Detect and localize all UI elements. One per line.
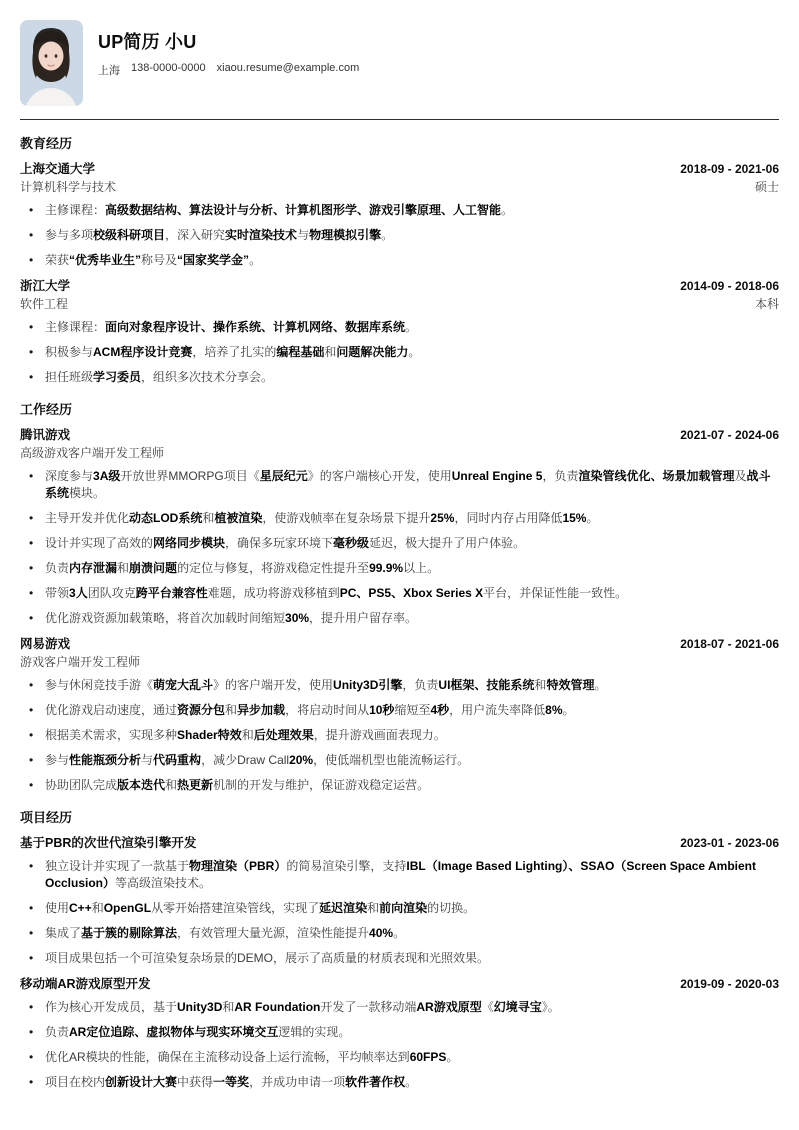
header-text [98,20,359,78]
bullet-item: • 主修课程：高级数据结构、算法设计与分析、计算机图形学、游戏引擎原理、人工智能。 [20,202,779,219]
bullet-item: • 优化游戏启动速度，通过资源分包和异步加载，将启动时间从10秒缩短至4秒，用户流失率降低8%。 [20,702,779,719]
date-range: 2021-07 - 2024-06 [680,428,779,442]
org-name: 腾讯游戏 [20,428,71,442]
resume-entry [20,426,779,627]
bullet-list [20,999,779,1091]
bullet-item: • 根据美术需求，实现多种Shader特效和后处理效果，提升游戏画面表现力。 [20,727,779,744]
bullet-list [20,202,779,269]
date-range: 2019-09 - 2020-03 [680,977,779,991]
bullet-item: • 设计并实现了高效的网络同步模块，确保多玩家环境下毫秒级延迟，极大提升了用户体验。 [20,535,779,552]
entry-subtitle-row [20,178,779,196]
role-title: 高级游戏客户端开发工程师 [20,446,165,460]
section-title: 教育经历 [20,136,73,151]
bullet-item: • 主修课程：面向对象程序设计、操作系统、计算机网络、数据库系统。 [20,319,779,336]
contact-line [98,62,359,78]
profile-photo [20,20,83,106]
entry-subtitle-row [20,653,779,671]
entry-subtitle-row [20,444,779,462]
role-title: 计算机科学与技术 [20,180,117,194]
resume-entry [20,834,779,967]
resume-entry [20,160,779,269]
section-title: 项目经历 [20,810,73,825]
org-name: 浙江大学 [20,279,71,293]
bullet-item: • 积极参与ACM程序设计竞赛，培养了扎实的编程基础和问题解决能力。 [20,344,779,361]
bullet-item: • 参与性能瓶颈分析与代码重构，减少Draw Call20%，使低端机型也能流畅运行。 [20,752,779,769]
profile-photo-illustration [20,20,83,106]
date-range: 2023-01 - 2023-06 [680,836,779,850]
header-divider [20,119,779,120]
bullet-item: • 项目成果包括一个可渲染复杂场景的DEMO，展示了高质量的材质表现和光照效果。 [20,950,779,967]
bullet-list [20,319,779,386]
bullet-item: • 担任班级学习委员，组织多次技术分享会。 [20,369,779,386]
bullet-item: • 参与多项校级科研项目，深入研究实时渲染技术与物理模拟引擎。 [20,227,779,244]
resume-entry [20,635,779,794]
candidate-name: UP简历 小U [98,32,197,52]
bullet-item: • 优化游戏资源加载策略，将首次加载时间缩短30%，提升用户留存率。 [20,610,779,627]
contact-email: xiaou.resume@example.com [216,62,360,74]
bullet-item: • 集成了基于簇的剔除算法，有效管理大量光源，渲染性能提升40%。 [20,925,779,942]
bullet-item: • 参与休闲竞技手游《萌宠大乱斗》的客户端开发，使用Unity3D引擎，负责UI框架、技能系统和特效管理。 [20,677,779,694]
degree-label: 硕士 [754,180,779,194]
org-name: 基于PBR的次世代渲染引擎开发 [20,836,197,850]
bullet-item: • 项目在校内创新设计大赛中获得一等奖，并成功申请一项软件著作权。 [20,1074,779,1091]
date-range: 2018-09 - 2021-06 [680,162,779,176]
entry-header-row [20,834,779,852]
bullet-item: • 使用C++和OpenGL从零开始搭建渲染管线，实现了延迟渲染和前向渲染的切换。 [20,900,779,917]
resume-entry [20,975,779,1091]
resume-header [20,20,779,106]
bullet-item: • 协助团队完成版本迭代和热更新机制的开发与维护，保证游戏稳定运营。 [20,777,779,794]
org-name: 网易游戏 [20,637,71,651]
entry-header-row [20,635,779,653]
bullet-item: • 荣获“优秀毕业生”称号及“国家奖学金”。 [20,252,779,269]
date-range: 2014-09 - 2018-06 [680,279,779,293]
bullet-item: • 带领3人团队攻克跨平台兼容性难题，成功将游戏移植到PC、PS5、Xbox Series X平台，并保证性能一致性。 [20,585,779,602]
bullet-item: • 独立设计并实现了一款基于物理渲染（PBR）的简易渲染引擎，支持IBL（Image Based Lighting）、SSAO（Screen Space Ambient Occlusion）等高级渲染技术。 [20,858,779,892]
role-title: 软件工程 [20,297,69,311]
bullet-item: • 负责内存泄漏和崩溃问题的定位与修复，将游戏稳定性提升至99.9%以上。 [20,560,779,577]
entry-header-row [20,975,779,993]
entry-header-row [20,277,779,295]
entry-subtitle-row [20,295,779,313]
resume-section [20,808,779,1091]
bullet-list [20,858,779,967]
entry-header-row [20,426,779,444]
bullet-list [20,468,779,627]
bullet-item: • 负责AR定位追踪、虚拟物体与现实环境交互逻辑的实现。 [20,1024,779,1041]
org-name: 移动端AR游戏原型开发 [20,977,151,991]
resume-sections [20,134,779,1091]
contact-location: 上海 [98,65,120,77]
bullet-item: • 作为核心开发成员，基于Unity3D和AR Foundation开发了一款移动端AR游戏原型《幻境寻宝》。 [20,999,779,1016]
resume-entry [20,277,779,386]
entry-header-row [20,160,779,178]
bullet-item: • 主导开发并优化动态LOD系统和植被渲染，使游戏帧率在复杂场景下提升25%，同时内存占用降低15%。 [20,510,779,527]
org-name: 上海交通大学 [20,162,96,176]
bullet-item: • 优化AR模块的性能，确保在主流移动设备上运行流畅，平均帧率达到60FPS。 [20,1049,779,1066]
bullet-list [20,677,779,794]
resume-section [20,400,779,794]
date-range: 2018-07 - 2021-06 [680,637,779,651]
section-title: 工作经历 [20,402,73,417]
role-title: 游戏客户端开发工程师 [20,655,141,669]
degree-label: 本科 [754,297,779,311]
resume-section [20,134,779,386]
contact-phone: 138-0000-0000 [131,62,206,74]
bullet-item: • 深度参与3A级开放世界MMORPG项目《星辰纪元》的客户端核心开发，使用Unreal Engine 5，负责渲染管线优化、场景加载管理及战斗系统模块。 [20,468,779,502]
